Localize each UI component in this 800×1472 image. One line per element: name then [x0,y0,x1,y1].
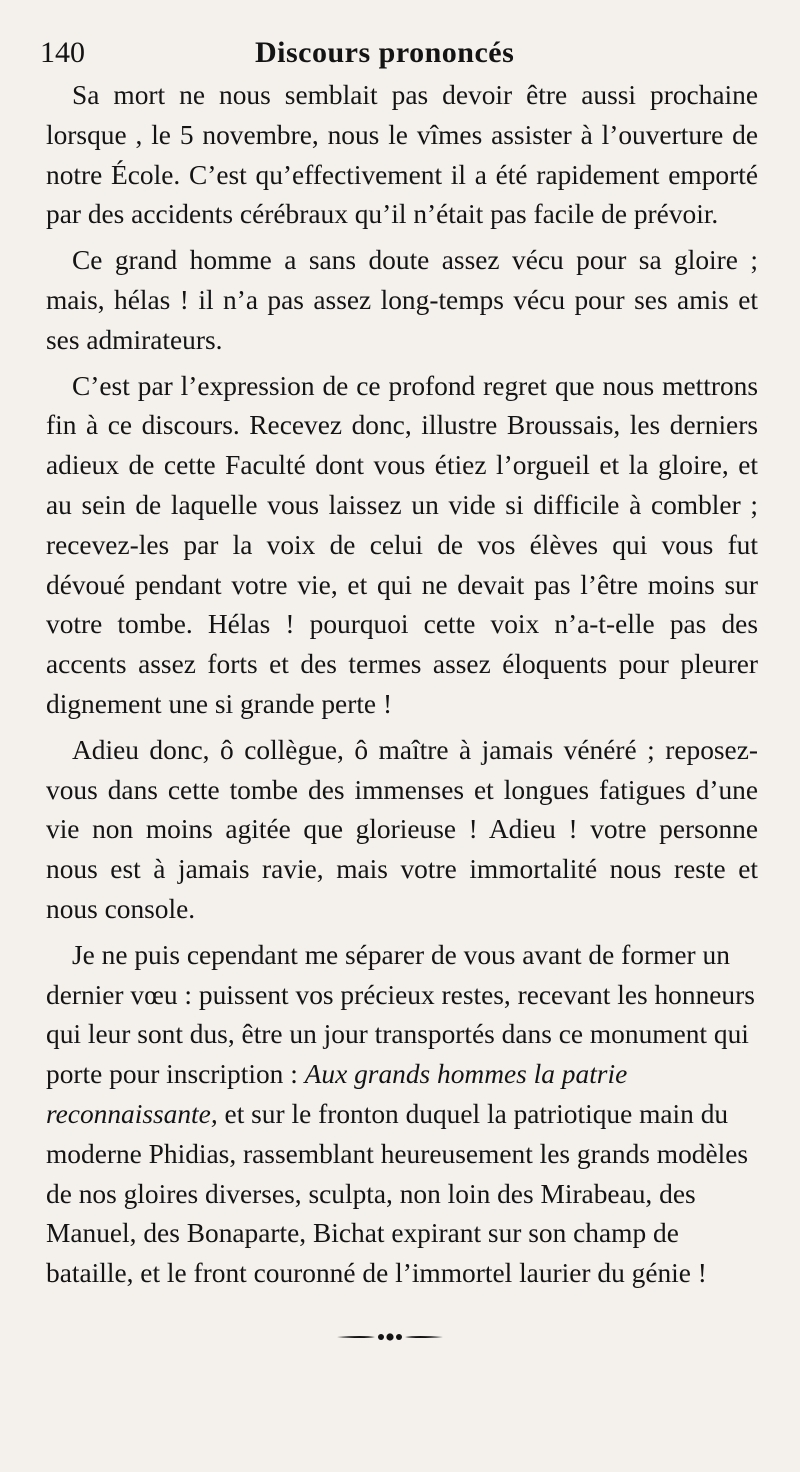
paragraph-5-text-before: Je ne puis cependant me séparer de vous avant de former un dernier vœu : puissent vos précieux restes, recevant les honneurs qui leur sont dus, être un jour transportés dans ce monument qui porte pour inscription : [46,939,755,1090]
page-number: 140 [40,36,85,69]
paragraph-3: C’est par l’expression de ce profond regret que nous mettrons fin à ce discours. Recevez donc, illustre Broussais, les derniers adieux de cette Faculté dont vous étiez l’orgueil et la gloire, et au sein de laquelle vous laissez un vide si difficile à combler ; recevez-les par la voix de celui de vos élèves qui vous fut dévoué pendant votre vie, et qui ne devait pas l’être moins sur votre tombe. Hélas ! pourquoi cette voix n’a-t-elle pas des accents assez forts et des termes assez éloquents pour pleurer dignement une si grande perte ! [46,370,758,719]
body-text [46,76,758,1294]
paragraph-2: Ce grand homme a sans doute assez vécu pour sa gloire ; mais, hélas ! il n’a pas assez long-temps vécu pour ses amis et ses admirateurs. [46,245,758,355]
paragraph-5-text-after: et sur le fronton duquel la patriotique main du moderne Phidias, rassemblant heureusement les grands modèles de nos gloires diverses, sculpta, non loin des Mirabeau, des Manuel, des Bonaparte, Bichat expirant sur son champ de bataille, et le front couronné de l’immortel laurier du génie ! [46,1098,749,1289]
paragraph-1: Sa mort ne nous semblait pas devoir être aussi prochaine lorsque , le 5 novembre, nous le vîmes assister à l’ouverture de notre École. C’est qu’effectivement il a été rapidement emporté par des accidents cérébraux qu’il n’était pas facile de prévoir. [46,80,758,230]
running-title: Discours prononcés [255,36,515,69]
paragraph-4: Adieu donc, ô collègue, ô maître à jamais vénéré ; reposez-vous dans cette tombe des immenses et longues fatigues d’une vie non moins agitée que glorieuse ! Adieu ! votre personne nous est à jamais ravie, mais votre immortalité nous reste et nous console. [46,734,758,924]
end-of-text-ornament-icon [335,1330,445,1344]
inscription-italic: Aux grands hommes la patrie reconnaissante, [46,1059,628,1129]
running-head [40,36,760,80]
paragraph-5 [46,936,758,1294]
